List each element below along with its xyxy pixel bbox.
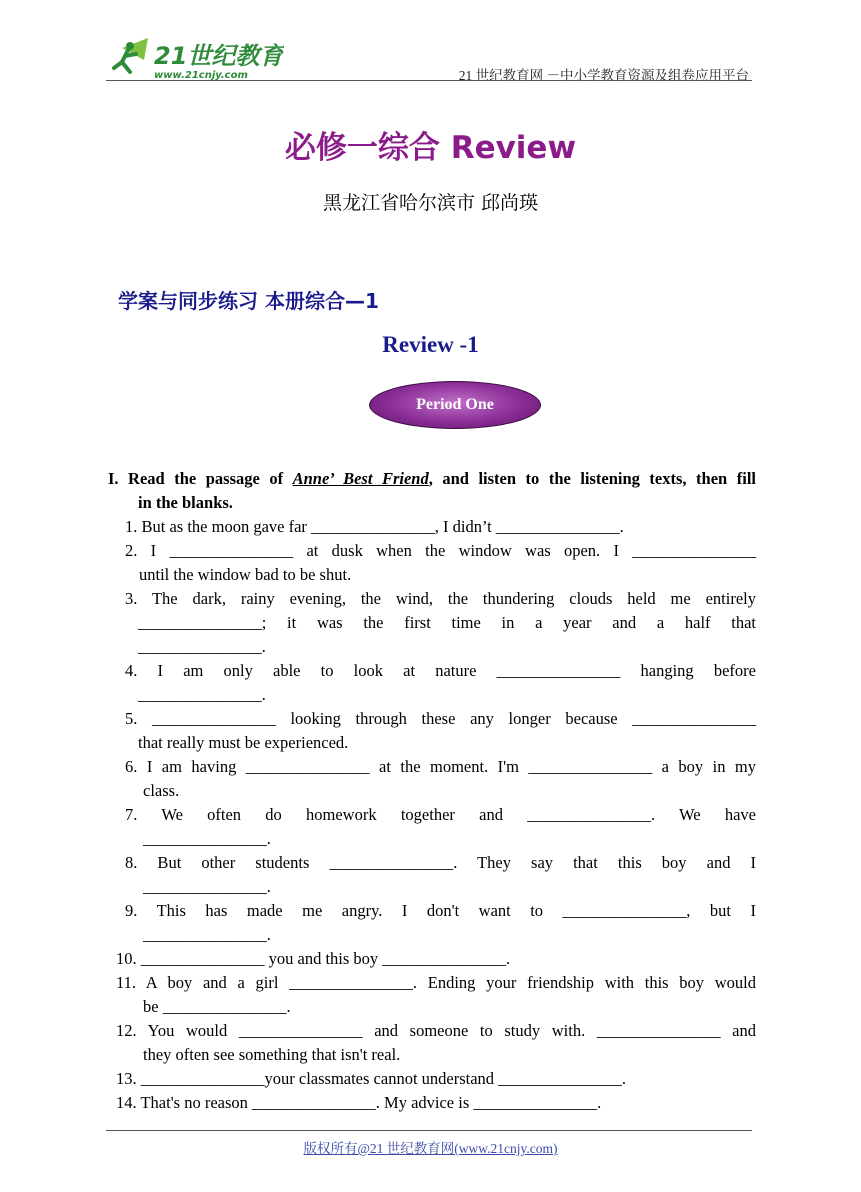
runner-logo-icon xyxy=(108,34,284,82)
item-7-line-1: 7. We often do homework together and _______________. We have xyxy=(125,805,756,824)
item-8-line-1: 8. But other students _______________. They say that this boy and I xyxy=(125,853,756,872)
item-9-line-2: _______________. xyxy=(143,925,271,944)
header-divider xyxy=(106,80,752,81)
item-4-line-2: _______________. xyxy=(138,685,266,704)
item-2-line-2: until the window bad to be shut. xyxy=(139,565,352,584)
period-badge xyxy=(369,381,541,429)
item-1-line-1: 1. But as the moon gave far _______________, I didn’t _______________. xyxy=(125,517,624,536)
item-6-line-1: 6. I am having _______________ at the moment. I'm _______________ a boy in my xyxy=(125,757,756,776)
list-item xyxy=(125,899,756,947)
item-5-line-2: that really must be experienced. xyxy=(138,733,349,752)
instruction-line-2: in the blanks. xyxy=(138,493,233,512)
instruction-line-1 xyxy=(108,467,756,491)
item-3-line-1: 3. The dark, rainy evening, the wind, the thundering clouds held me entirely xyxy=(125,589,756,608)
instruction-prefix: I. Read the passage of xyxy=(108,469,293,488)
item-14-line-1: 14. That's no reason _______________. My advice is _______________. xyxy=(116,1093,602,1112)
site-tagline: 21 世纪教育网 －中小学教育资源及组卷应用平台 xyxy=(458,68,749,83)
item-11-line-2: be _______________. xyxy=(143,997,291,1016)
item-4-line-1: 4. I am only able to look at nature _______________ hanging before xyxy=(125,661,756,680)
site-logo xyxy=(108,34,284,82)
page-title: 必修一综合 Review xyxy=(284,130,577,166)
footer-copyright[interactable] xyxy=(0,1137,861,1157)
list-item xyxy=(125,659,756,707)
copyright-link[interactable]: 版权所有@21 世纪教育网(www.21cnjy.com) xyxy=(303,1141,558,1156)
list-item xyxy=(116,971,756,1019)
logo-url: www.21cnjy.com xyxy=(154,70,248,81)
item-12-line-1: 12. You would _______________ and someone to study with. _______________ and xyxy=(116,1021,756,1040)
item-5-line-1: 5. _______________ looking through these any longer because _______________ xyxy=(125,709,756,728)
list-item xyxy=(116,947,756,971)
item-8-line-2: _______________. xyxy=(143,877,271,896)
list-item xyxy=(116,1067,756,1091)
item-9-line-1: 9. This has made me angry. I don't want to _______________, but I xyxy=(125,901,756,920)
period-badge-label: Period One xyxy=(416,396,494,413)
list-item xyxy=(125,707,756,755)
instruction xyxy=(108,467,756,515)
logo-text: 21世纪教育 xyxy=(154,42,284,70)
section-title: 学案与同步练习 本册综合—1 xyxy=(118,289,379,313)
list-item xyxy=(125,851,756,899)
list-item xyxy=(116,1091,756,1115)
item-7-line-2: _______________. xyxy=(143,829,271,848)
list-item xyxy=(125,803,756,851)
footer-divider xyxy=(106,1130,752,1131)
item-11-line-1: 11. A boy and a girl _______________. Ending your friendship with this boy would xyxy=(116,973,756,992)
review-subtitle: Review -1 xyxy=(382,332,479,357)
list-item xyxy=(125,515,756,539)
author: 黑龙江省哈尔滨市 邱尚瑛 xyxy=(322,192,539,214)
instruction-rest: , and listen to the listening texts, then fill xyxy=(428,469,756,488)
item-3-line-3: _______________. xyxy=(138,637,266,656)
book-title: Anne’ Best Friend xyxy=(292,469,429,488)
list-item xyxy=(125,587,756,659)
list-item xyxy=(116,1019,756,1067)
list-item xyxy=(125,539,756,587)
item-10-line-1: 10. _______________ you and this boy _______________. xyxy=(116,949,511,968)
item-6-line-2: class. xyxy=(143,781,180,800)
item-3-line-2: _______________; it was the first time in a year and a half that xyxy=(138,613,756,632)
item-2-line-1: 2. I _______________ at dusk when the window was open. I _______________ xyxy=(125,541,756,560)
list-item xyxy=(125,755,756,803)
item-13-line-1: 13. _______________your classmates cannot understand _______________. xyxy=(116,1069,627,1088)
item-12-line-2: they often see something that isn't real. xyxy=(143,1045,401,1064)
